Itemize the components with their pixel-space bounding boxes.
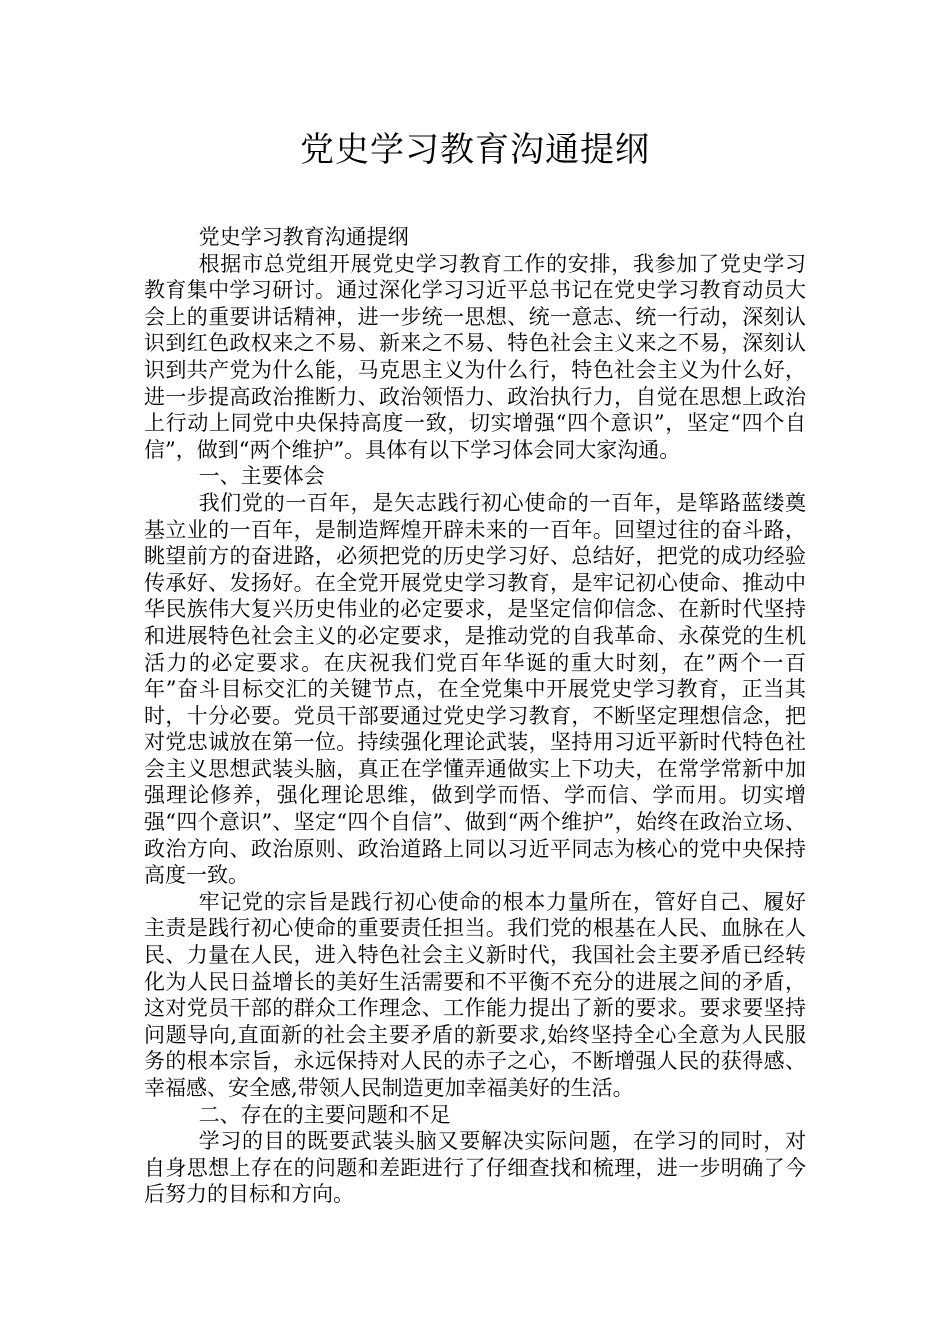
document-title: 党史学习教育沟通提纲 bbox=[300, 130, 650, 170]
subtitle-paragraph: 党史学习教育沟通提纲 bbox=[198, 225, 409, 249]
document-body bbox=[144, 224, 806, 1208]
intro-paragraph: 根据市总党组开展党史学习教育工作的安排，我参加了党史学习教育集中学习研讨。通过深化学习习近平总书记在党史学习教育动员大会上的重要讲话精神，进一步统一思想、统一意志、统一行动，深刻认识到红色政权来之不易、新来之不易、特色社会主义来之不易，深刻认识到共产党为什么能，马克思主义为什么行，特色社会主义为什么好，进一步提高政治推断力、政治领悟力、政治执行力，自觉在思想上政治上行动上同党中央保持高度一致，切实增强“四个意识”，坚定“四个自信”，做到“两个维护”。具体有以下学习体会同大家沟通。 bbox=[144, 251, 806, 462]
body-paragraph: 学习的目的既要武装头脑又要解决实际问题，在学习的同时，对自身思想上存在的问题和差距进行了仔细查找和梳理，进一步明确了今后努力的目标和方向。 bbox=[144, 1129, 806, 1207]
body-paragraph: 牢记党的宗旨是践行初心使命的根本力量所在，管好自己、履好主责是践行初心使命的重要责任担当。我们党的根基在人民、血脉在人民、力量在人民，进入特色社会主义新时代，我国社会主要矛盾已经转化为人民日益增长的美好生活需要和不平衡不充分的进展之间的矛盾，这对党员干部的群众工作理念、工作能力提出了新的要求。要求要坚持问题导向,直面新的社会主要矛盾的新要求,始终坚持全心全意为人民服务的根本宗旨，永远保持对人民的赤子之心，不断增强人民的获得感、幸福感、安全感,带领人民制造更加幸福美好的生活。 bbox=[144, 889, 806, 1100]
section-heading-2: 二、存在的主要问题和不足 bbox=[198, 1102, 451, 1127]
body-paragraph: 我们党的一百年，是矢志践行初心使命的一百年，是筚路蓝缕奠基立业的一百年，是制造辉煌开辟未来的一百年。回望过往的奋斗路，眺望前方的奋进路，必须把党的历史学习好、总结好，把党的成功经验传承好、发扬好。在全党开展党史学习教育，是牢记初心使命、推动中华民族伟大复兴历史伟业的必定要求，是坚定信仰信念、在新时代坚持和进展特色社会主义的必定要求，是推动党的自我革命、永葆党的生机活力的必定要求。在庆祝我们党百年华诞的重大时刻，在”两个一百年”奋斗目标交汇的关键节点，在全党集中开展党史学习教育，正当其时，十分必要。党员干部要通过党史学习教育，不断坚定理想信念，把对党忠诚放在第一位。持续强化理论武装，坚持用习近平新时代特色社会主义思想武装头脑，真正在学懂弄通做实上下功夫，在常学常新中加强理论修养，强化理论思维，做到学而悟、学而信、学而用。切实增强“四个意识”、坚定“四个自信”、做到“两个维护”，始终在政治立场、政治方向、政治原则、政治道路上同以习近平同志为核心的党中央保持高度一致。 bbox=[144, 490, 806, 888]
section-heading-1: 一、主要体会 bbox=[198, 464, 325, 489]
